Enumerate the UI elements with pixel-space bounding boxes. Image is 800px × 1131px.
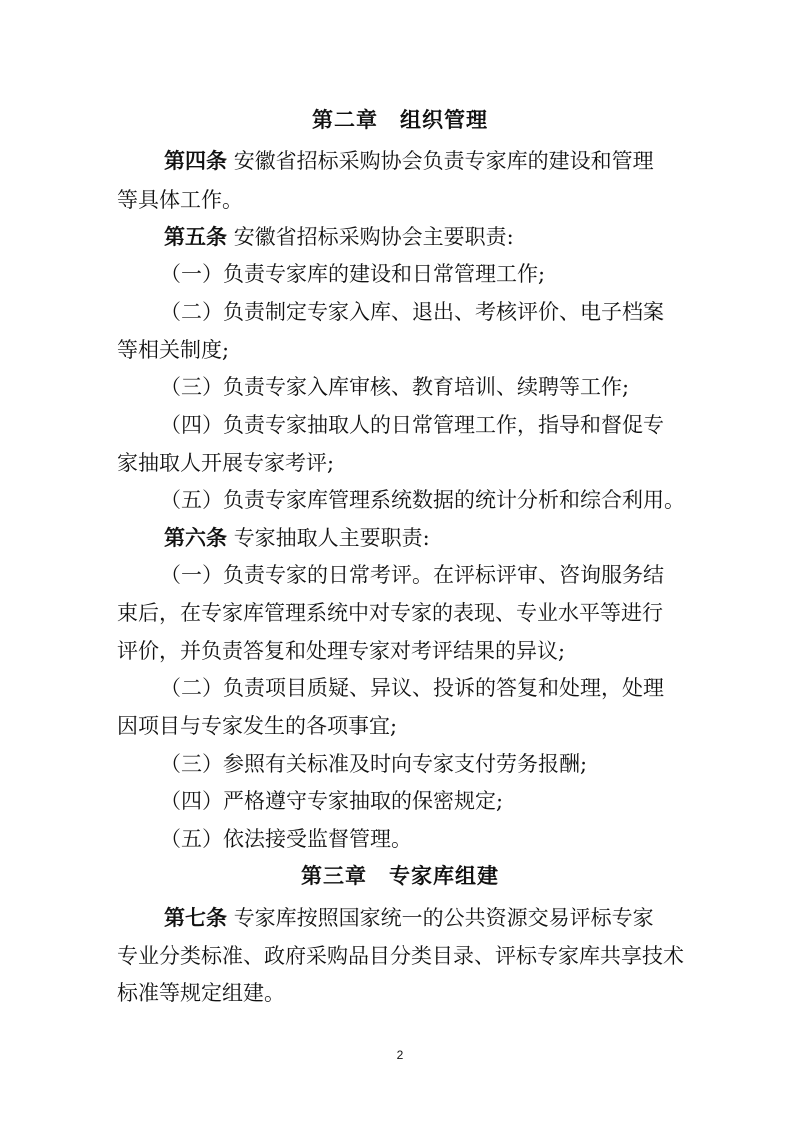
article-5-item-2-continued: 等相关制度; <box>117 338 230 362</box>
chapter-3-heading: 第三章 专家库组建 <box>301 864 499 888</box>
article-6-label: 第六条 <box>164 526 227 550</box>
article-6-item-1: （一）负责专家的日常考评。在评标评审、咨询服务结 <box>160 563 664 587</box>
article-5-item-3: （三）负责专家入库审核、教育培训、续聘等工作; <box>160 375 630 399</box>
article-5-item-1: （一）负责专家库的建设和日常管理工作; <box>160 262 546 286</box>
article-7-text-continued-a: 专业分类标准、政府采购品目分类目录、评标专家库共享技术 <box>117 944 684 968</box>
article-5-item-4-continued: 家抽取人开展专家考评; <box>117 451 335 475</box>
article-4-paragraph <box>164 146 654 176</box>
article-5-paragraph <box>164 222 514 252</box>
article-5-intro: 安徽省招标采购协会主要职责: <box>233 225 514 249</box>
article-5-item-2: （二）负责制定专家入库、退出、考核评价、电子档案 <box>160 300 664 324</box>
article-7-text: 专家库按照国家统一的公共资源交易评标专家 <box>233 906 654 930</box>
article-6-item-2: （二）负责项目质疑、异议、投诉的答复和处理，处理 <box>160 676 664 700</box>
article-6-item-1-continued-a: 束后，在专家库管理系统中对专家的表现、专业水平等进行 <box>117 601 663 625</box>
article-7-paragraph <box>164 903 654 933</box>
article-6-intro: 专家抽取人主要职责: <box>233 526 430 550</box>
article-6-paragraph <box>164 523 430 553</box>
article-7-label: 第七条 <box>164 906 227 930</box>
article-4-label: 第四条 <box>164 149 227 173</box>
article-6-item-4: （四）严格遵守专家抽取的保密规定; <box>160 789 504 813</box>
article-5-label: 第五条 <box>164 225 227 249</box>
article-6-item-5: （五）依法接受监督管理。 <box>160 827 412 851</box>
chapter-2-heading: 第二章 组织管理 <box>312 108 488 132</box>
article-6-item-3: （三）参照有关标准及时向专家支付劳务报酬; <box>160 752 588 776</box>
article-5-item-5: （五）负责专家库管理系统数据的统计分析和综合利用。 <box>160 488 685 512</box>
page-number: 2 <box>396 1048 404 1062</box>
article-7-text-continued-b: 标准等规定组建。 <box>117 981 285 1005</box>
article-6-item-2-continued: 因项目与专家发生的各项事宜; <box>117 714 398 738</box>
article-4-text: 安徽省招标采购协会负责专家库的建设和管理 <box>233 149 654 173</box>
article-4-text-continued: 等具体工作。 <box>117 188 243 212</box>
article-5-item-4: （四）负责专家抽取人的日常管理工作，指导和督促专 <box>160 413 664 437</box>
article-6-item-1-continued-b: 评价，并负责答复和处理专家对考评结果的异议; <box>117 639 566 663</box>
